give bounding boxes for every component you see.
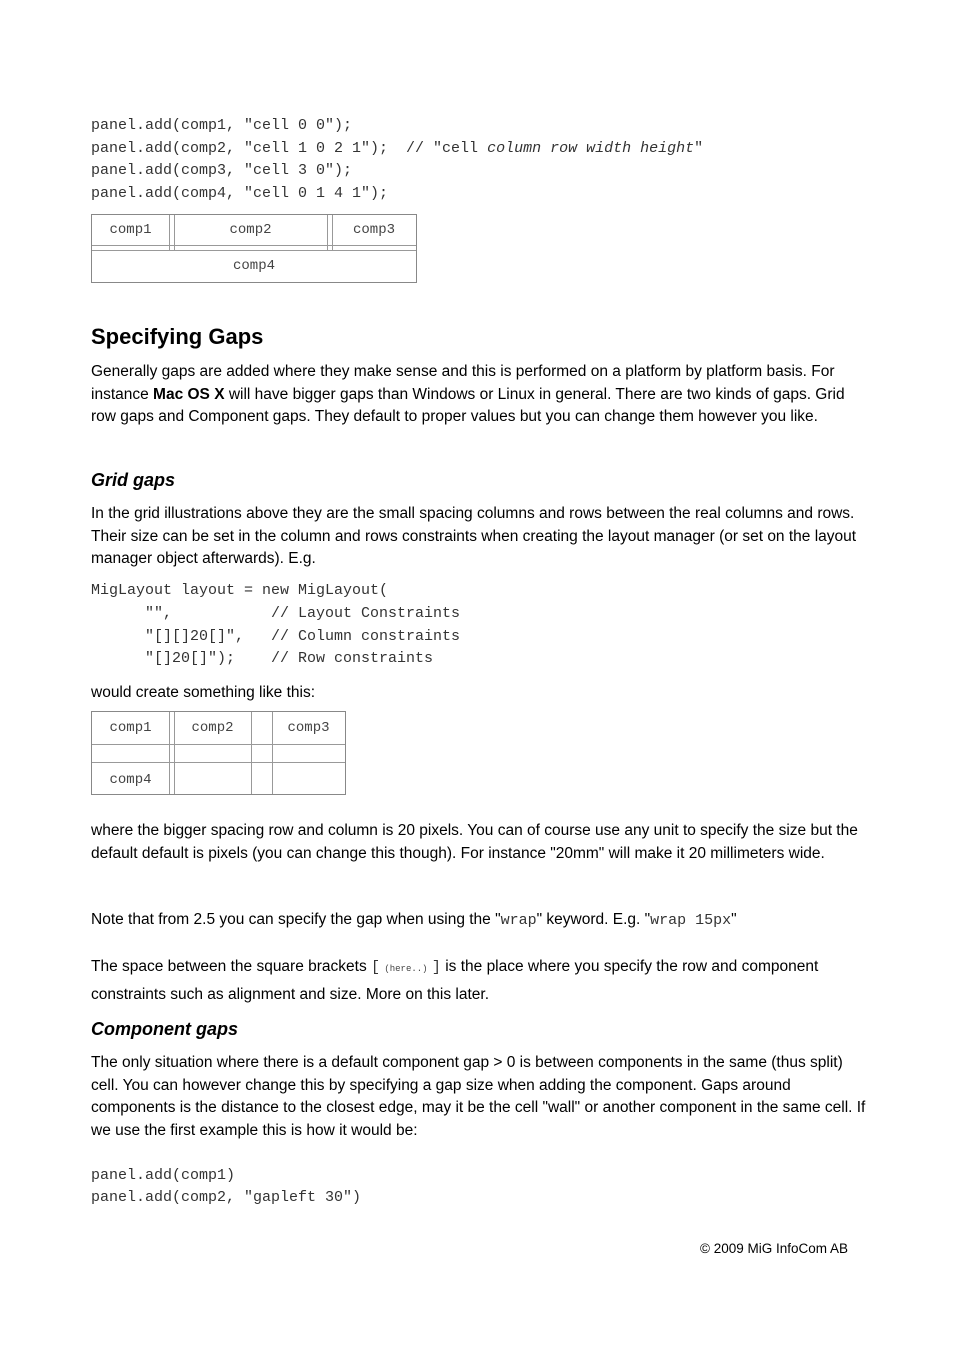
text-segment: Generally gaps are added where they make sense and this is performed on a platform by platform basis. For instance	[91, 363, 835, 403]
text-segment: is the place where you specify the row and component constraints such as alignment and size. More on this later.	[91, 958, 819, 1003]
text-segment: " keyword. E.g. "	[536, 911, 651, 928]
code-line: panel.add(comp2, "gapleft 30")	[91, 1189, 362, 1206]
grid-cell: comp3	[287, 720, 330, 736]
code-line	[91, 138, 703, 160]
inline-code: wrap	[500, 912, 537, 929]
tiny-code: (here..)	[384, 964, 428, 974]
subsection-title: Grid gaps	[91, 470, 176, 490]
section-title: Specifying Gaps	[91, 324, 264, 349]
code-line: panel.add(comp1, "cell 0 0");	[91, 117, 353, 134]
grid-cell: comp2	[191, 720, 234, 736]
component-gaps-paragraph: The only situation where there is a default component gap > 0 is between components in the same (thus split) cell. You can however change this by specifying a gap size when adding the component. Gaps around components is the distance to the closest edge, may it be the cell "wall" or another component in the same cell. If we use the first example this is how it would be:	[91, 1054, 866, 1139]
would-create-text: would create something like this:	[91, 684, 316, 701]
code-line: "[]20[]"); // Row constraints	[91, 650, 434, 667]
grid-cell: comp1	[109, 222, 152, 238]
brackets-note	[91, 954, 866, 1007]
grid-cell: comp2	[229, 222, 272, 238]
bold-text: Mac OS X	[153, 385, 225, 403]
spacing-paragraph: where the bigger spacing row and column is 20 pixels. You can of course use any unit to specify the size but the default default is pixels (you can change this though). For instance "20mm" will make it 20 millimeters wide.	[91, 822, 858, 862]
inline-code: [	[371, 959, 381, 976]
footer-copyright: © 2009 MiG InfoCom AB	[700, 1241, 849, 1256]
grid-illustration-1	[91, 214, 417, 283]
code-line: panel.add(comp4, "cell 0 1 4 1");	[91, 185, 389, 202]
code-line: "[][]20[]", // Column constraints	[91, 628, 461, 645]
code-line: MigLayout layout = new MigLayout(	[91, 582, 389, 599]
grid-cell: comp4	[232, 258, 275, 274]
text-segment: Note that from 2.5 you can specify the gap when using the "	[91, 911, 501, 928]
code-line: panel.add(comp3, "cell 3 0");	[91, 162, 353, 179]
text-segment: will have bigger gaps than Windows or Linux in general. There are two kinds of gaps. Grid row gaps and Component gaps. They default to proper values but you can change them however you like.	[91, 385, 845, 425]
text-segment: "	[731, 911, 737, 928]
inline-code: wrap 15px	[650, 912, 732, 929]
grid-cell: comp3	[352, 222, 395, 238]
intro-paragraph	[91, 361, 866, 429]
code-line: panel.add(comp1)	[91, 1167, 236, 1184]
grid-cell: comp1	[109, 720, 152, 736]
text-segment: The space between the square brackets	[91, 958, 372, 975]
wrap-note	[91, 909, 866, 933]
code-segment: "	[694, 140, 704, 157]
code-italic: column row width height	[487, 140, 695, 157]
code-line: "", // Layout Constraints	[91, 605, 461, 622]
grid-gaps-paragraph: In the grid illustrations above they are the small spacing columns and rows between the real columns and rows. Their size can be set in the column and rows constraints when creating the layout manager (or set on the layout manager object afterwards). E.g.	[91, 505, 857, 567]
inline-code: ]	[431, 959, 441, 976]
subsection-title: Component gaps	[91, 1019, 238, 1039]
grid-illustration-2	[91, 711, 346, 795]
code-segment: panel.add(comp2, "cell 1 0 2 1"); // "cell	[91, 140, 488, 157]
grid-cell: comp4	[109, 772, 152, 788]
